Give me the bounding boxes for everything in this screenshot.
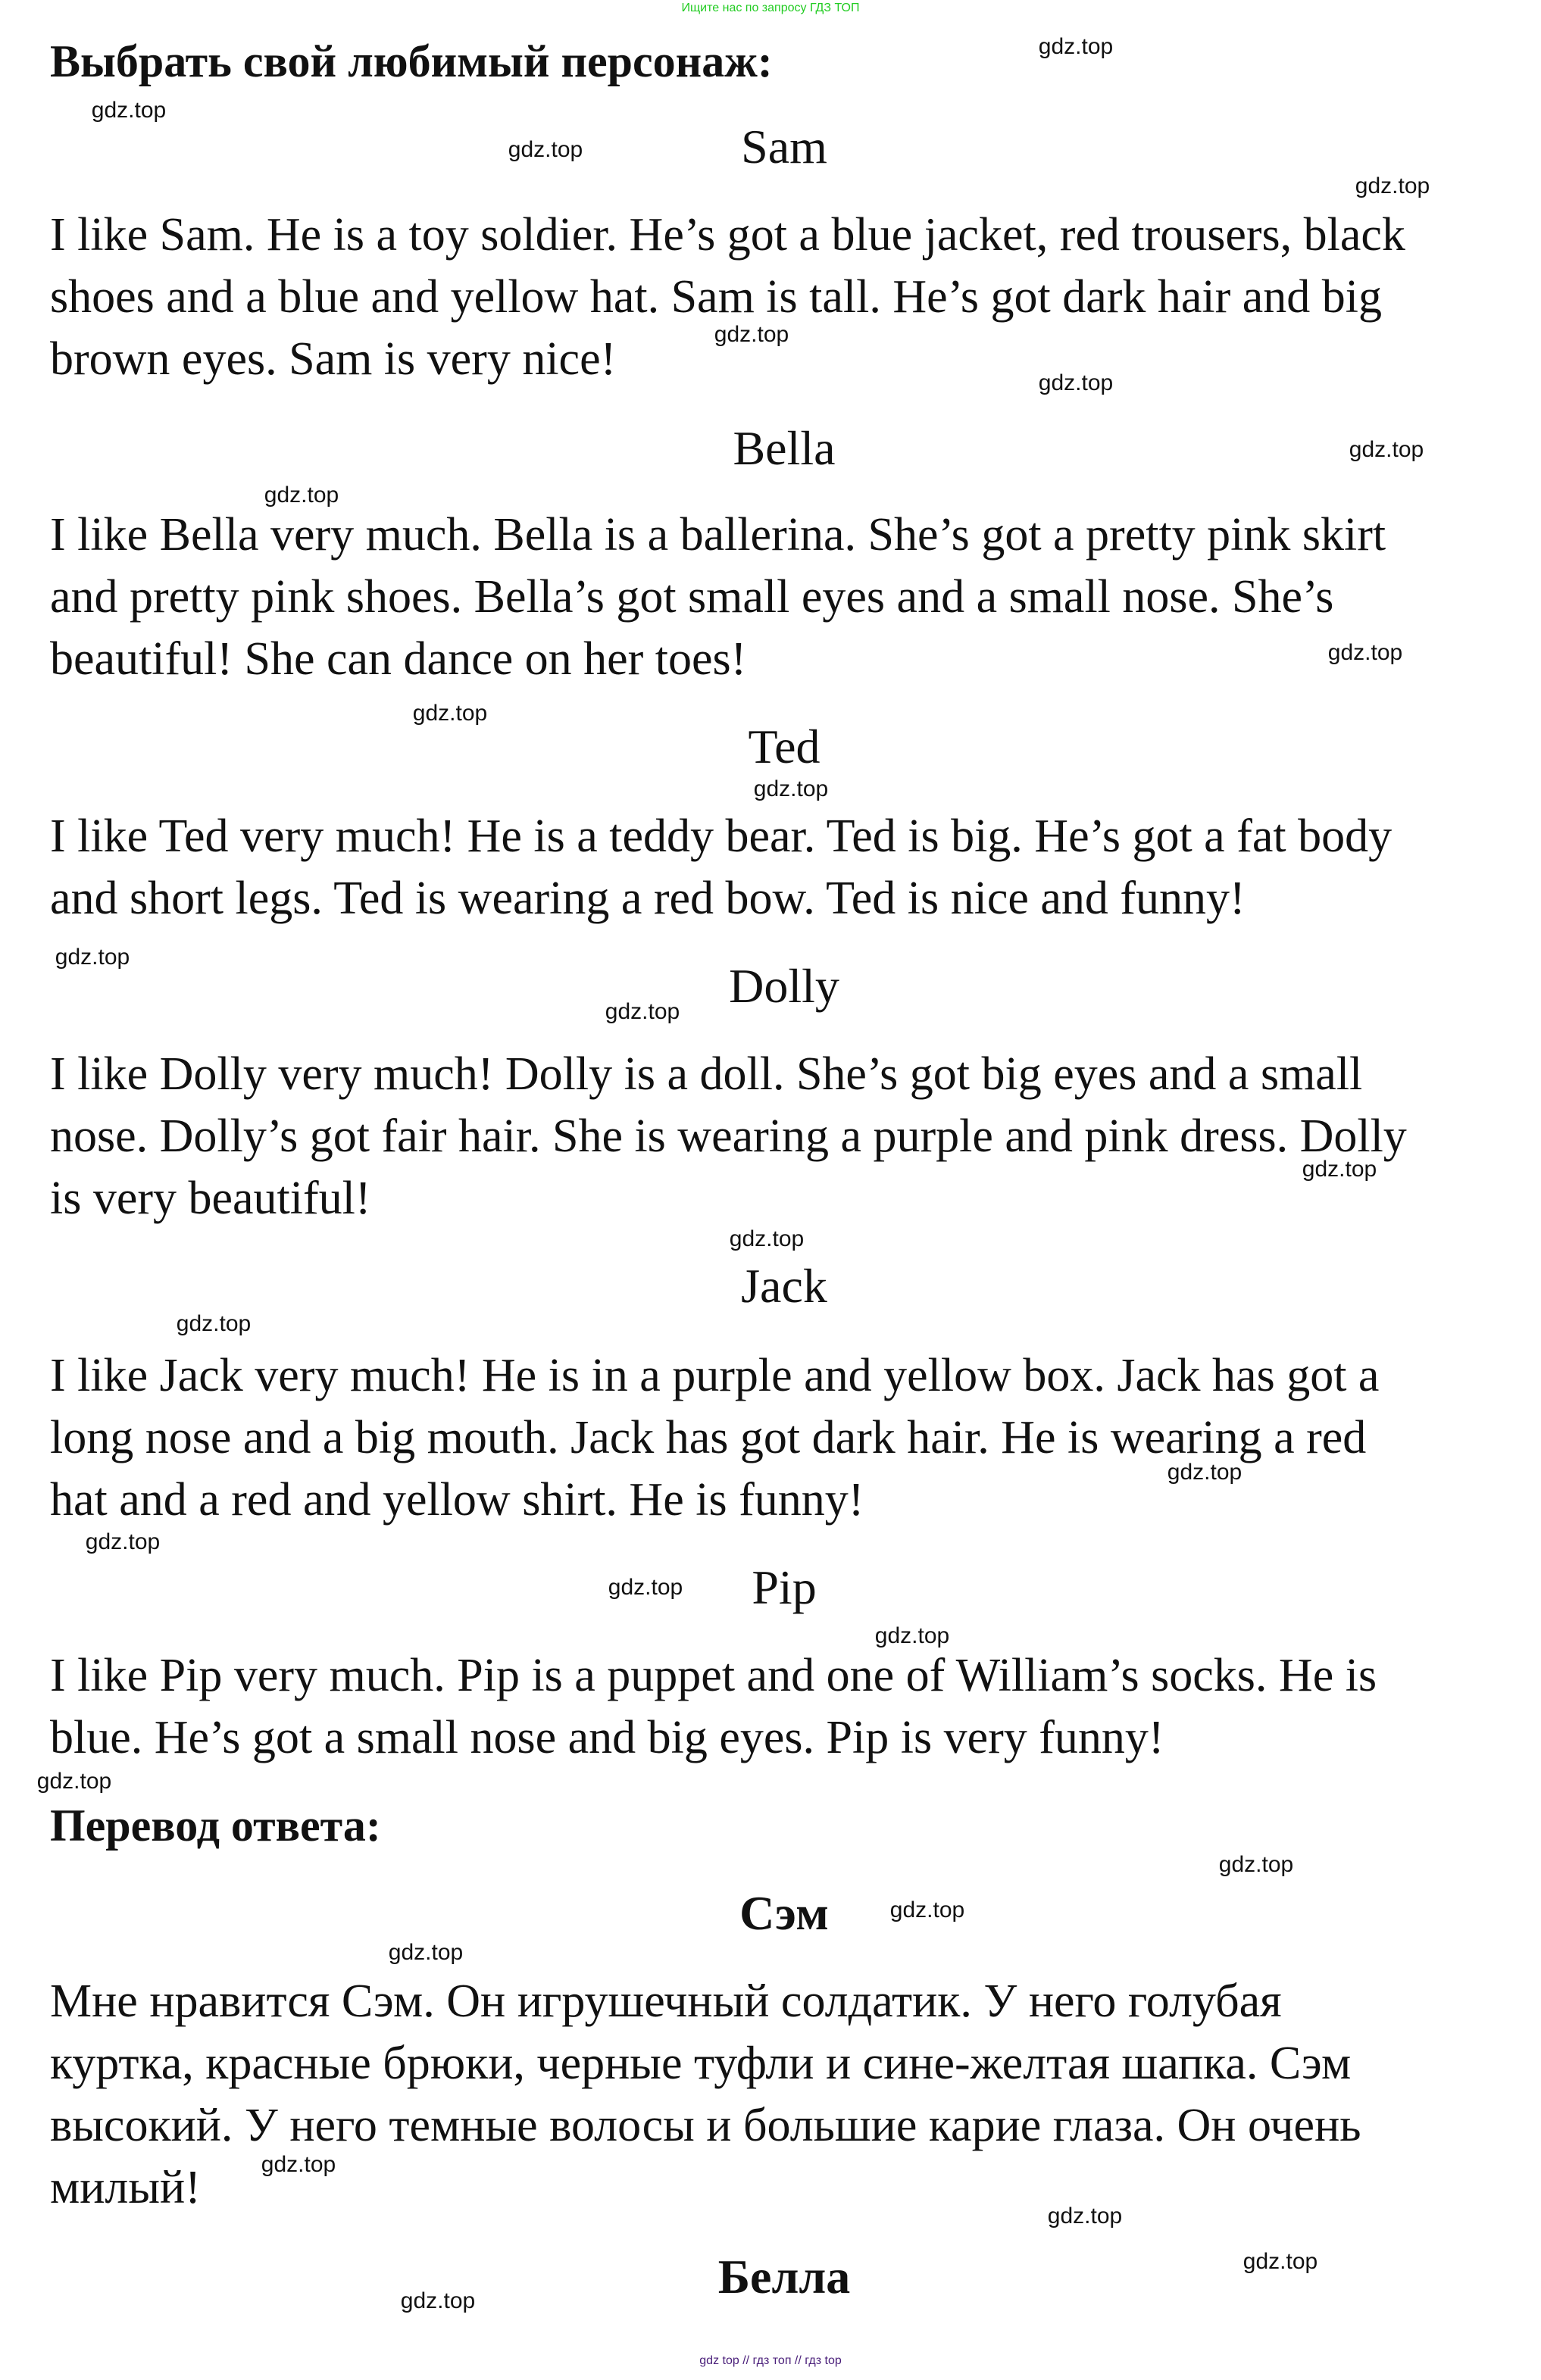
paragraph-line: I like Bella very much. Bella is a ballerina. She’s got a pretty pink skirt — [50, 509, 1386, 561]
character-paragraph — [50, 1345, 1535, 1531]
character-title: Jack — [741, 1259, 827, 1313]
watermark: gdz.top — [1242, 2249, 1318, 2274]
paragraph-line: nose. Dolly’s got fair hair. She is wearing a purple and pink dress. Dolly — [50, 1110, 1407, 1162]
translation-paragraph — [50, 1970, 1535, 2219]
watermark: gdz.top — [508, 137, 583, 162]
character-paragraph — [50, 805, 1535, 929]
watermark: gdz.top — [36, 1769, 112, 1794]
paragraph-line: and short legs. Ted is wearing a red bow. Ted is nice and funny! — [50, 873, 1246, 924]
character-paragraph — [50, 1644, 1535, 1769]
paragraph-line: I like Dolly very much! Dolly is a doll. She’s got big eyes and a small — [50, 1048, 1363, 1100]
character-paragraph — [50, 204, 1535, 390]
footer-links: gdz top // гдз топ // гдз top — [699, 2354, 842, 2367]
character-paragraph — [50, 1043, 1535, 1229]
paragraph-line: I like Sam. He is a toy soldier. He’s got a blue jacket, red trousers, black — [50, 209, 1405, 261]
watermark: gdz.top — [753, 776, 829, 801]
page-heading: Выбрать свой любимый персонаж: — [50, 36, 773, 86]
paragraph-line: hat and a red and yellow shirt. He is funny! — [50, 1474, 864, 1526]
paragraph-line: Мне нравится Сэм. Он игрушечный солдатик. У него голубая — [50, 1976, 1282, 2027]
paragraph-line: brown eyes. Sam is very nice! — [50, 333, 617, 385]
watermark: gdz.top — [1349, 437, 1424, 462]
watermark: gdz.top — [714, 322, 789, 347]
translation-title: Сэм — [739, 1886, 829, 1940]
watermark: gdz.top — [1355, 173, 1430, 198]
watermark: gdz.top — [400, 2288, 476, 2313]
watermark: gdz.top — [1167, 1460, 1242, 1485]
watermark: gdz.top — [608, 1575, 683, 1600]
paragraph-line: I like Jack very much! He is in a purple and yellow box. Jack has got a — [50, 1350, 1380, 1401]
watermark: gdz.top — [1047, 2204, 1123, 2229]
watermark: gdz.top — [85, 1529, 161, 1554]
watermark: gdz.top — [55, 945, 130, 970]
watermark: gdz.top — [1302, 1157, 1377, 1182]
watermark: gdz.top — [605, 999, 680, 1024]
watermark: gdz.top — [889, 1897, 965, 1922]
paragraph-line: and pretty pink shoes. Bella’s got small eyes and a small nose. She’s — [50, 571, 1334, 623]
search-banner: Ищите нас по запросу ГДЗ ТОП — [681, 2, 860, 14]
paragraph-line: I like Pip very much. Pip is a puppet and one of William’s socks. He is — [50, 1650, 1377, 1701]
paragraph-line: is very beautiful! — [50, 1173, 371, 1224]
watermark: gdz.top — [729, 1226, 805, 1251]
watermark: gdz.top — [874, 1623, 950, 1648]
paragraph-line: I like Ted very much! He is a teddy bear. Ted is big. He’s got a fat body — [50, 811, 1393, 862]
watermark: gdz.top — [1038, 34, 1114, 59]
character-title: Bella — [733, 421, 836, 475]
paragraph-line: beautiful! She can dance on her toes! — [50, 633, 747, 685]
paragraph-line: милый! — [50, 2162, 201, 2213]
paragraph-line: shoes and a blue and yellow hat. Sam is tall. He’s got dark hair and big — [50, 271, 1383, 323]
character-paragraph — [50, 504, 1535, 690]
watermark: gdz.top — [1038, 370, 1114, 395]
paragraph-line: куртка, красные брюки, черные туфли и сине-желтая шапка. Сэм — [50, 2038, 1352, 2089]
watermark: gdz.top — [1218, 1852, 1294, 1877]
translation-heading: Перевод ответа: — [50, 1801, 381, 1851]
paragraph-line: long nose and a big mouth. Jack has got dark hair. He is wearing a red — [50, 1412, 1367, 1463]
watermark: gdz.top — [1327, 640, 1403, 665]
watermark: gdz.top — [412, 701, 488, 726]
watermark: gdz.top — [261, 2152, 336, 2177]
watermark: gdz.top — [264, 483, 339, 508]
watermark: gdz.top — [388, 1940, 464, 1965]
character-title: Ted — [748, 720, 821, 773]
watermark: gdz.top — [176, 1311, 252, 1336]
character-title: Dolly — [729, 959, 839, 1013]
character-title: Sam — [741, 120, 827, 173]
paragraph-line: blue. He’s got a small nose and big eyes. Pip is very funny! — [50, 1712, 1164, 1763]
character-title: Pip — [752, 1560, 817, 1614]
translation-title: Белла — [717, 2250, 851, 2303]
paragraph-line: высокий. У него темные волосы и большие карие глаза. Он очень — [50, 2100, 1361, 2151]
watermark: gdz.top — [91, 98, 167, 123]
